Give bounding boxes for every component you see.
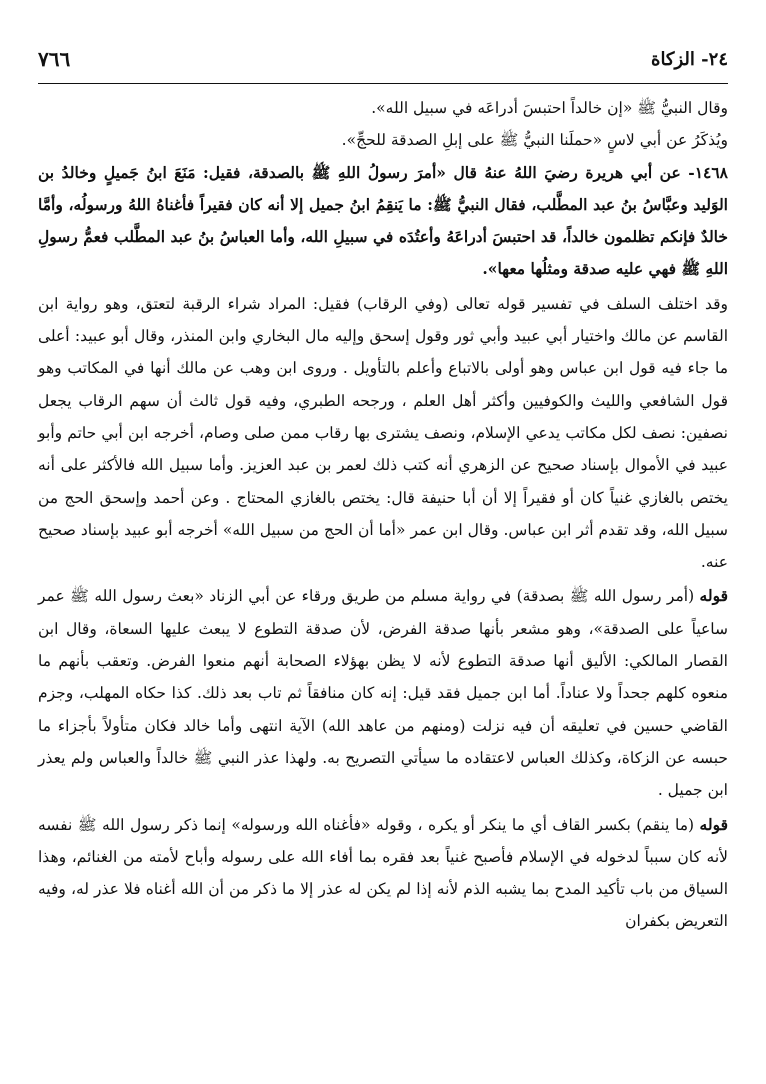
paragraph-text: ١٤٦٨- عن أبي هريرة رضيَ اللهُ عنهُ قال «أمرَ رسولُ اللهِ ﷺ بالصدقة، فقيل: مَنَعَ ابنُ جَميلٍ وخالدُ بن الوَليد وعبَّاسُ بنُ عبد المطَّلب، فقال النبيُّ ﷺ: ما يَنقِمُ ابنُ جميل إلا أنه كان فقيراً فأغناهُ اللهُ ورسولُه، وأمَّا خالدٌ فإنكم تظلمون خالداً، قد احتبسَ أدراعَهُ وأعتُدَه في سبيلِ الله، وأما العباسُ بنُ عبد المطَّلب فعمُّ رسولِ اللهِ ﷺ فهي عليه صدقة ومثلُها معها». <box>38 162 728 279</box>
hadith-line-2 <box>38 124 728 156</box>
paragraph-text: وقال النبيُّ ﷺ «إن خالداً احتبسَ أدراعَه في سبيل الله». <box>371 99 728 117</box>
paragraph-text: (ما ينقم) بكسر القاف أي ما ينكر أو يكره ، وقوله «فأغناه الله ورسوله» إنما ذكر رسول الله ﷺ نفسه لأنه كان سبباً لدخوله في الإسلام فأصبح غنياً بعد فقره بما أفاء الله على رسوله وأباح لأمته من الغنائم، وهذا السياق من باب تأكيد المدح بما يشبه الذم لأنه إذا لم يكن له عذر إلا ما ذكر من أن الله أغناه فلا عذر له، وفيه التعريض بكفران <box>38 815 728 931</box>
chapter-title: ٢٤- الزكاة <box>651 48 728 70</box>
paragraph-text: ويُذكَرُ عن أبي لاسٍ «حملَنا النبيُّ ﷺ على إبلِ الصدقة للحجِّ». <box>341 131 728 150</box>
paragraph-lead: قوله <box>699 814 728 834</box>
page-body <box>38 92 728 938</box>
hadith-1468 <box>38 157 728 286</box>
page-number: ٧٦٦ <box>38 47 71 71</box>
paragraph-text: (أمر رسول الله ﷺ بصدقة) في رواية مسلم من طريق ورقاء عن أبي الزناد «بعث رسول الله ﷺ عمر ساعياً على الصدقة»، وهو مشعر بأنها صدقة الفرض، لأن صدقة التطوع لا يبعث عليها السعاة، وقال ابن القصار المالكي: الأليق أنها صدقة التطوع لأنه لا يظن بهؤلاء الصحابة أنهم منعوا الفرض. وتعقب بأنهم ما منعوه كلهم جحداً ولا عناداً. أما ابن جميل فقد قيل: إنه كان منافقاً ثم تاب بعد ذلك. كذا حكاه المهلب، وجزم القاضي حسين في تعليقه أن فيه نزلت (ومنهم من عاهد الله) الآية انتهى وأما خالد فكان متأولاً بأجزاء ما حبسه عن الزكاة، وكذلك العباس لاعتقاده ما سيأتي التصريح به. ولهذا عذر النبي ﷺ خالداً والعباس ولم يعذر ابن جميل . <box>38 587 728 800</box>
commentary-paragraph <box>38 809 728 938</box>
hadith-line-1 <box>38 92 728 124</box>
commentary-paragraph <box>38 580 728 806</box>
commentary-paragraph <box>38 288 728 579</box>
header-rule <box>38 83 728 84</box>
page-header <box>38 36 728 82</box>
paragraph-text: وقد اختلف السلف في تفسير قوله تعالى (وفي الرقاب) فقيل: المراد شراء الرقبة لتعتق، وهو رواية ابن القاسم عن مالك واختيار أبي عبيد وأبي ثور وقول إسحق وإليه مال البخاري وابن المنذر، وقال أبو عبيد: أعلى ما جاء فيه قول ابن عباس وهو أولى بالاتباع وأعلم بالتأويل . وروى ابن وهب عن مالك أنها في المكاتب وهو قول الشافعي والليث والكوفيين وأكثر أهل العلم ، ورجحه الطبري، وفيه قول ثالث أن سهم الرقاب يجعل نصفين: نصف لكل مكاتب يدعي الإسلام، ونصف يشترى بها رقاب ممن صلى وصام، أخرجه ابن أبي حاتم وأبو عبيد في الأموال بإسناد صحيح عن الزهري أنه كتب ذلك لعمر بن عبد العزيز. وأما سبيل الله فالأكثر على أنه يختص بالغازي غنياً كان أو فقيراً إلا أن أبا حنيفة قال: يختص بالغازي المحتاج . وعن أحمد وإسحق الحج من سبيل الله، وقد تقدم أثر ابن عباس. وقال ابن عمر «أما أن الحج من سبيل الله» أخرجه أبو عبيد بإسناد صحيح عنه. <box>38 294 728 572</box>
paragraph-lead: قوله <box>699 586 728 606</box>
